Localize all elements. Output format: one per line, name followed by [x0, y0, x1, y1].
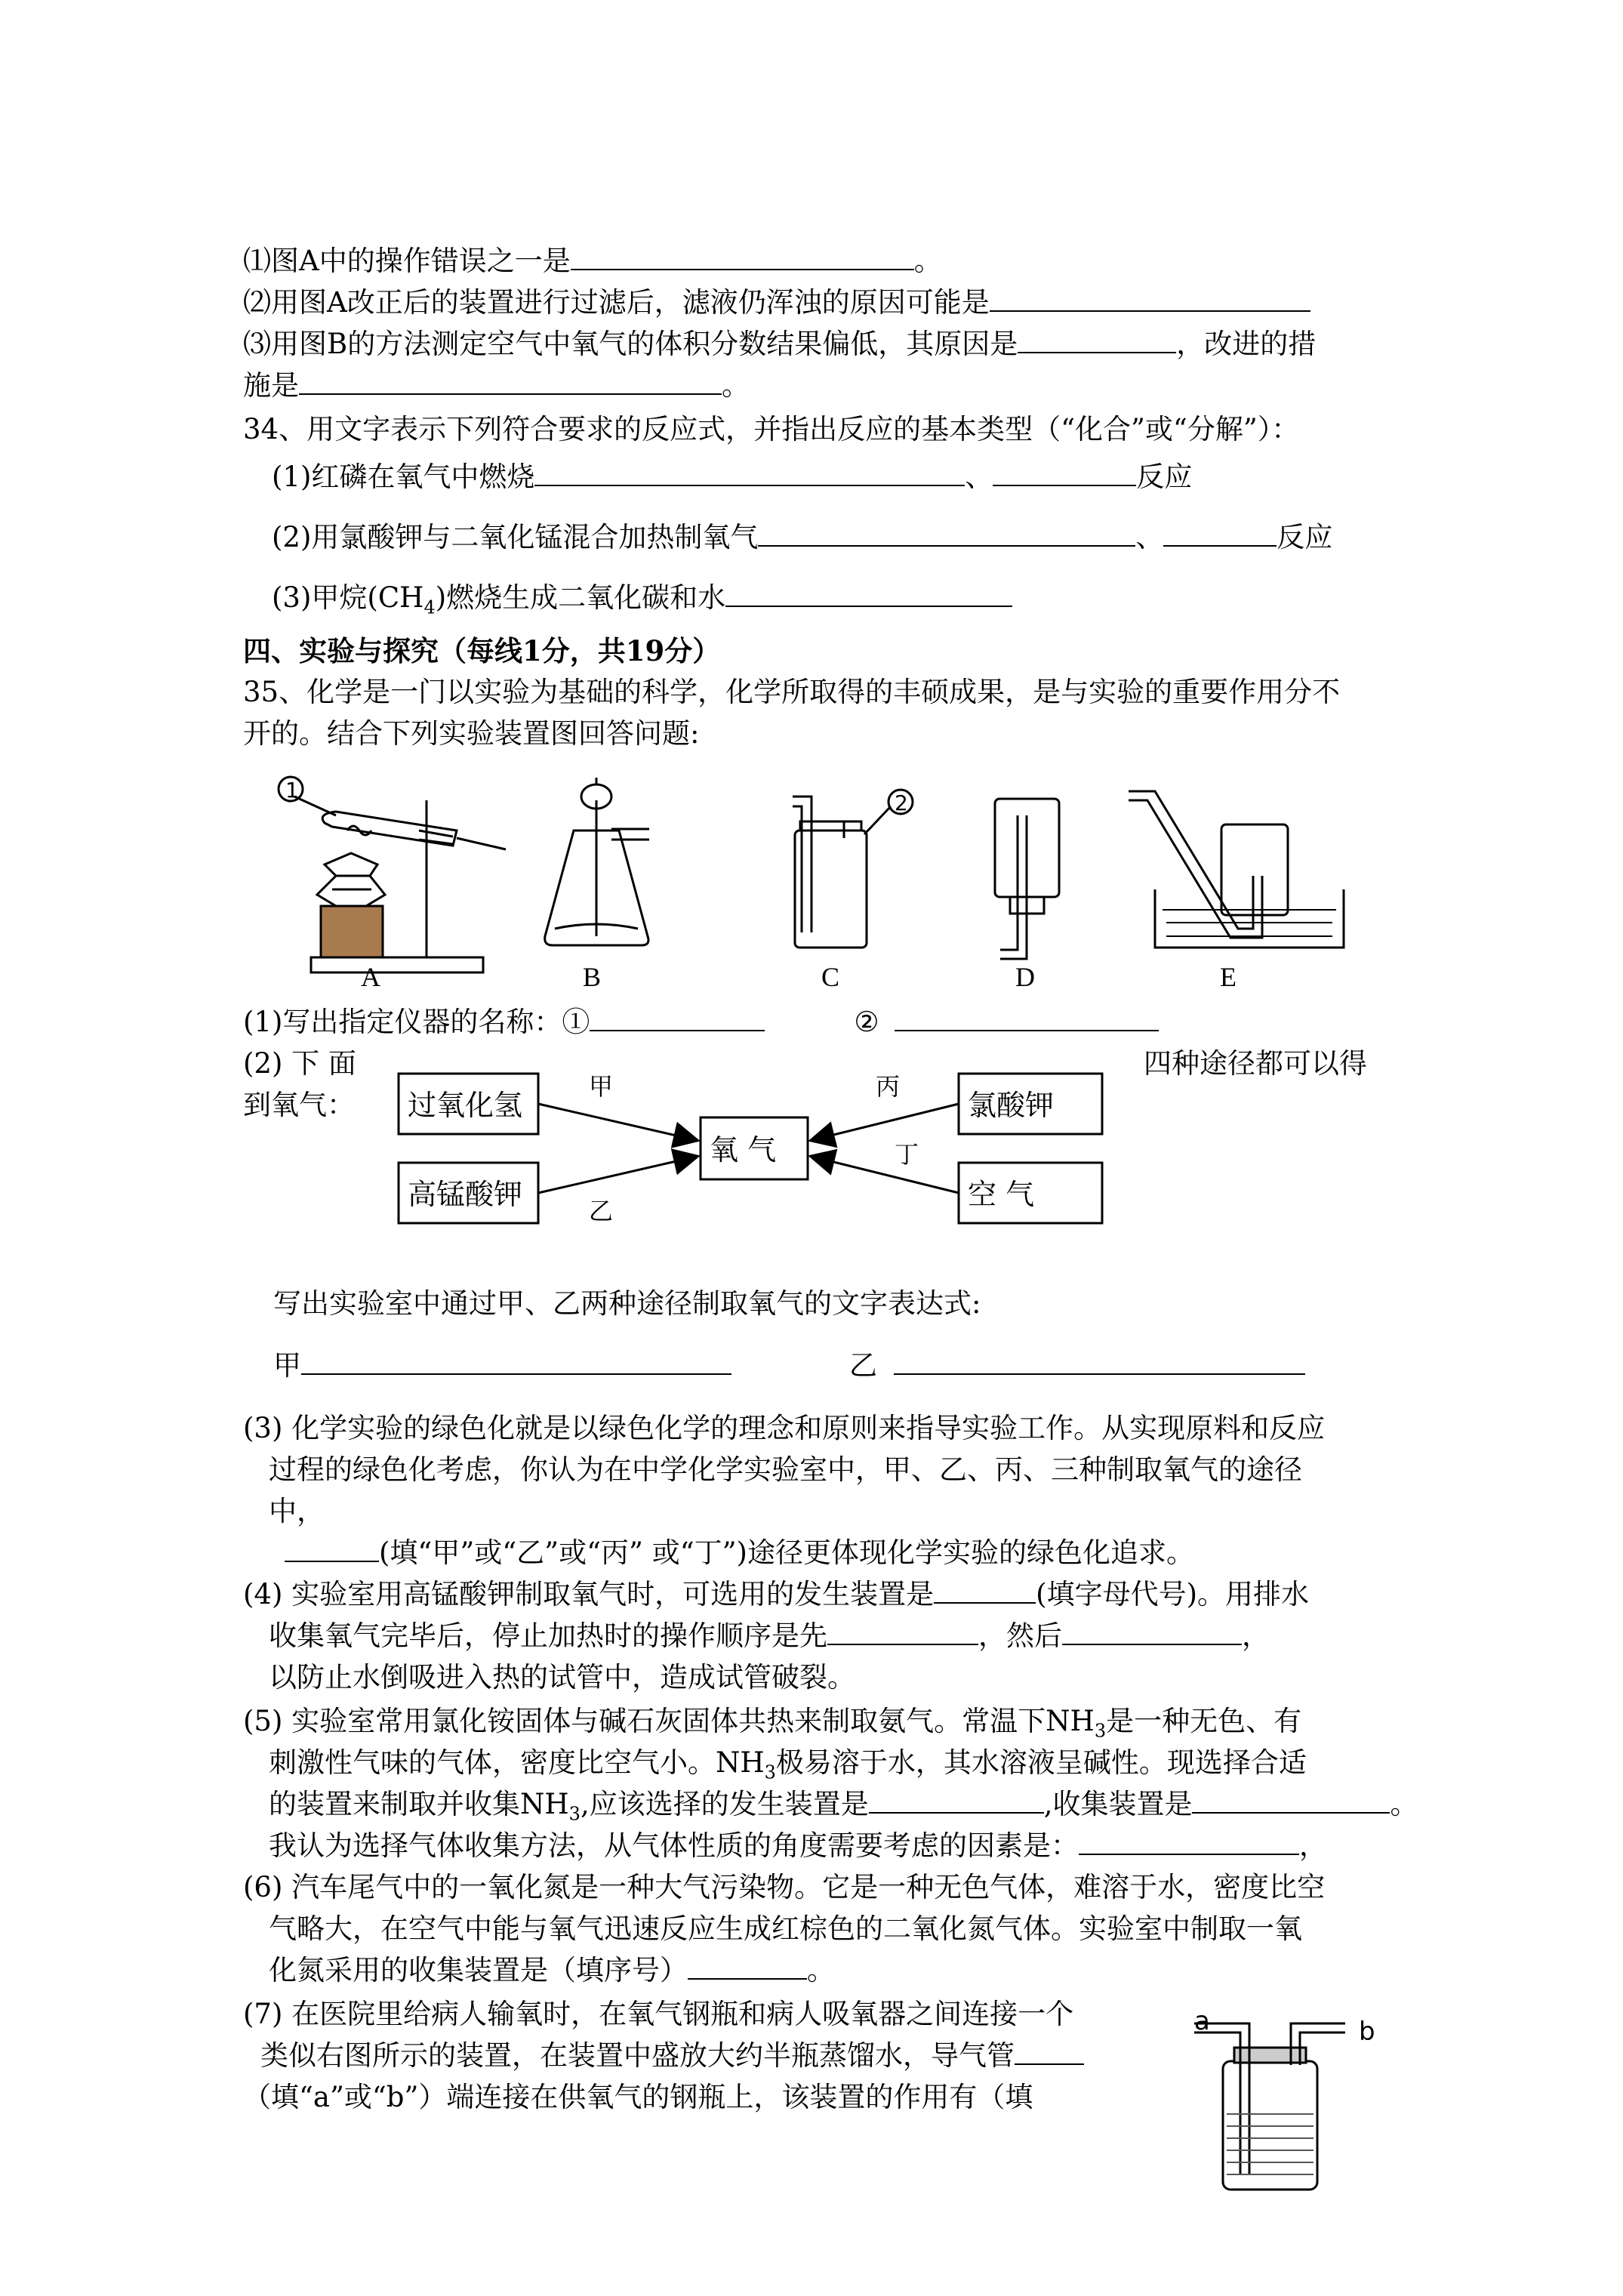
label-2: 2: [895, 791, 908, 815]
arrow-jia: [538, 1104, 696, 1140]
q35-part2-d: 写出实验室中通过甲、乙两种途径制取氧气的文字表达式:: [273, 1287, 981, 1320]
q35-part7-line3: （填“a”或“b”）端连接在供氧气的钢瓶上，该装置的作用有（填: [243, 2081, 1033, 2113]
label-jia: 甲: [589, 1072, 614, 1101]
label-b: b: [1359, 2017, 1375, 2047]
q35-part5-line1: (5) 实验室常用氯化铵固体与碱石灰固体共热来制取氨气。常温下$NH_3$是一种无色、有: [243, 1705, 1302, 1742]
q35-part7-line2: 类似右图所示的装置，在装置中盛放大约半瓶蒸馏水，导气管: [260, 2038, 1084, 2074]
arrow-ding: [812, 1157, 959, 1193]
q33-line4: 施是 。: [243, 369, 750, 402]
stopper: [1234, 2048, 1306, 2063]
q35-part2-jia: 甲: [273, 1348, 731, 1384]
test-tube: [322, 812, 457, 846]
answer-blank[interactable]: [869, 1786, 1044, 1814]
q35-stem-line2: 开的。结合下列实验装置图回答问题:: [243, 717, 700, 750]
answer-blank[interactable]: [1192, 1786, 1390, 1814]
answer-blank[interactable]: [1062, 1618, 1242, 1645]
label-E: E: [1220, 962, 1236, 992]
wash-bottle-figure: [1132, 1993, 1449, 2197]
label-B: B: [583, 962, 602, 992]
label-a: a: [1194, 2006, 1210, 2036]
q35-part2-yi: 乙: [849, 1348, 1305, 1384]
svg-text:空 气: 空 气: [968, 1178, 1035, 1211]
oxygen-routes-diagram: [0, 1057, 1623, 1238]
answer-blank[interactable]: [590, 1004, 765, 1031]
label-A: A: [361, 962, 380, 992]
answer-blank[interactable]: [285, 1535, 379, 1562]
q35-part2-b: 四种途径都可以得: [1144, 1047, 1367, 1080]
label-D: D: [1015, 962, 1035, 992]
arrow-yi: [538, 1157, 696, 1193]
q34-stem: 34、用文字表示下列符合要求的反应式，并指出反应的基本类型（“化合”或“分解”）：: [243, 413, 1300, 445]
collecting-bottle: [1221, 824, 1288, 915]
q35-part2-a: (2) 下 面: [243, 1047, 356, 1080]
answer-blank[interactable]: [1079, 1828, 1299, 1855]
q35-part4-line3: 以防止水倒吸进入热的试管中，造成试管破裂。: [269, 1661, 855, 1693]
q35-part6-line3: 化氮采用的收集装置是（填序号） 。: [269, 1954, 835, 1986]
q35-part5-line2: 刺激性气味的气体，密度比空气小。$NH_3$极易溶于水，其水溶液呈碱性。现选择合适: [269, 1746, 1307, 1783]
q34-item1: (1)红磷在氧气中燃烧 、 反应: [272, 461, 1193, 493]
q35-part6-line1: (6) 汽车尾气中的一氧化氮是一种大气污染物。它是一种无色气体，难溶于水，密度比空: [243, 1871, 1326, 1903]
q34-item2: (2)用氯酸钾与二氧化锰混合加热制氧气 、 反应: [272, 521, 1333, 553]
svg-text:氧 气: 氧 气: [710, 1133, 777, 1166]
gas-bottle: [795, 831, 867, 948]
svg-text:过氧化氢: 过氧化氢: [408, 1089, 523, 1122]
wood-block: [321, 906, 383, 957]
q35-stem-line1: 35、化学是一门以实验为基础的科学，化学所取得的丰硕成果，是与实验的重要作用分不: [243, 676, 1341, 708]
label-bing: 丙: [876, 1072, 901, 1101]
q35-part2-c: 到氧气：: [243, 1089, 355, 1121]
q35-part5-line3: 的装置来制取并收集$NH_3$,应该选择的发生装置是 ,收集装置是 。: [269, 1788, 1418, 1825]
q35-part1: (1)写出指定仪器的名称：① ②: [243, 1004, 1159, 1040]
stand-base: [311, 957, 483, 972]
label-1: 1: [285, 778, 299, 803]
answer-blank[interactable]: [688, 1952, 807, 1980]
q33-line3: ⑶用图B的方法测定空气中氧气的体积分数结果偏低，其原因是 ，改进的措: [243, 328, 1317, 360]
apparatus-figure: [0, 0, 1623, 1004]
q35-part3-line1: (3) 化学实验的绿色化就是以绿色化学的理念和原则来指导实验工作。从实现原料和反应: [243, 1412, 1326, 1444]
label-C: C: [821, 962, 840, 992]
answer-blank[interactable]: [301, 1348, 731, 1375]
answer-blank[interactable]: [894, 1348, 1305, 1375]
q35-part4-line2: 收集氧气完毕后，停止加热时的操作顺序是先 ，然后 ，: [269, 1620, 1270, 1652]
answer-blank[interactable]: [827, 1618, 978, 1645]
alcohol-lamp: [317, 853, 385, 906]
svg-text:氯酸钾: 氯酸钾: [968, 1089, 1055, 1122]
q35-part7-line1: (7) 在医院里给病人输氧时，在氧气钢瓶和病人吸氧器之间连接一个: [243, 1998, 1074, 2030]
answer-blank[interactable]: [895, 1004, 1159, 1031]
svg-text:高锰酸钾: 高锰酸钾: [408, 1178, 523, 1211]
section-heading: 四、实验与探究（每线1分，共19分）: [243, 634, 721, 667]
q33-line1: ⑴图A中的操作错误之一是 。: [243, 245, 942, 277]
arrow-bing: [812, 1104, 959, 1140]
label-ding: 丁: [895, 1140, 919, 1169]
q35-part3-line2: 过程的绿色化考虑，你认为在中学化学实验室中，甲、乙、丙、三种制取氧气的途径: [269, 1453, 1302, 1486]
q35-part5-line4: 我认为选择气体收集方法，从气体性质的角度需要考虑的因素是： ，: [269, 1829, 1327, 1862]
q35-part3-line3: 中，: [269, 1495, 325, 1527]
q35-part6-line2: 气略大，在空气中能与氧气迅速反应生成红棕色的二氧化氮气体。实验室中制取一氧: [269, 1912, 1302, 1945]
answer-blank[interactable]: [934, 1576, 1036, 1604]
answer-blank[interactable]: [1015, 2038, 1084, 2065]
q34-item3: (3)甲烷$(CH_4)$燃烧生成二氧化碳和水: [272, 580, 1012, 625]
q33-line2: ⑵用图A改正后的装置进行过滤后，滤液仍浑浊的原因可能是: [243, 285, 1310, 321]
q35-part3-line4: (填“甲”或“乙”或“丙” 或“丁”)途径更体现化学实验的绿色化追求。: [285, 1535, 1194, 1571]
label-yi: 乙: [589, 1197, 614, 1225]
q35-part4-line1: (4) 实验室用高锰酸钾制取氧气时，可选用的发生装置是 (填字母代号)。用排水: [243, 1578, 1310, 1610]
